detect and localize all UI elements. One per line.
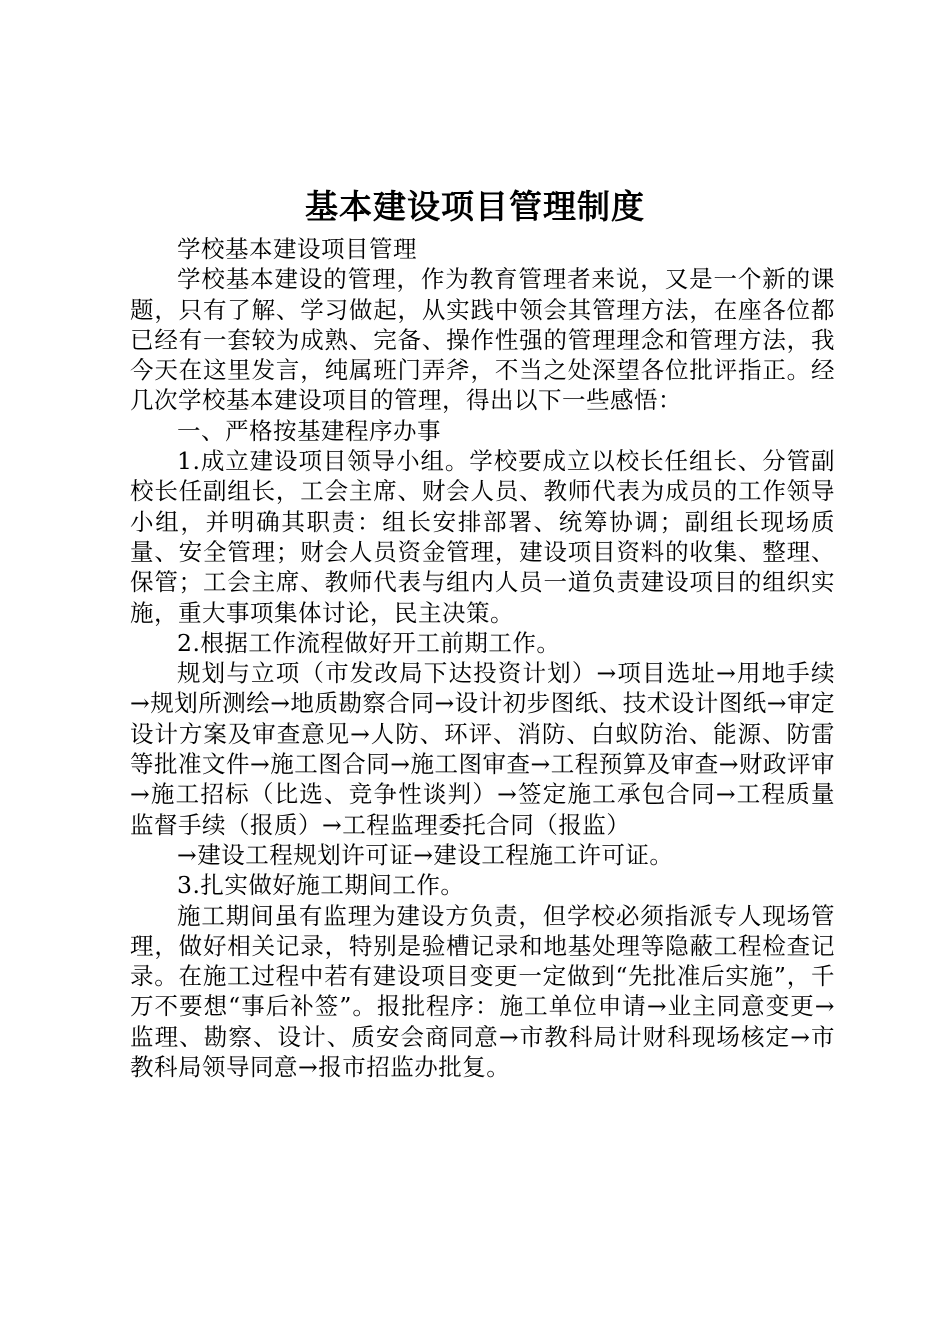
intro-paragraph: 学校基本建设的管理，作为教育管理者来说，又是一个新的课题，只有了解、学习做起，从实践中领会其管理方法，在座各位都已经有一套较为成熟、完备、操作性强的管理理念和管理方法，我今天在这里发言，纯属班门弄斧，不当之处深望各位批评指正。经几次学校基本建设项目的管理，得出以下一些感悟： xyxy=(130,265,835,415)
document-title: 基本建设项目管理制度 xyxy=(305,187,645,226)
construction-paragraph: 施工期间虽有监理为建设方负责，但学校必须指派专人现场管理，做好相关记录，特别是验槽记录和地基处理等隐蔽工程检查记录。在施工过程中若有建设项目变更一定做到“先批准后实施”，千万不要想“事后补签”。报批程序：施工单位申请→业主同意变更→监理、勘察、设计、质安会商同意→市教科局计财科现场核定→市教科局领导同意→报市招监办批复。 xyxy=(130,901,835,1082)
workflow-continuation: →建设工程规划许可证→建设工程施工许可证。 xyxy=(177,840,674,869)
section-heading: 学校基本建设项目管理 xyxy=(177,235,417,263)
document-body xyxy=(130,234,835,1082)
item-1-paragraph: 1.成立建设项目领导小组。学校要成立以校长任组长、分管副校长任副组长，工会主席、财会人员、教师代表为成员的工作领导小组，并明确其职责：组长安排部署、统筹协调；副组长现场质量、安全管理；财会人员资金管理，建设项目资料的收集、整理、保管；工会主席、教师代表与组内人员一道负责建设项目的组织实施，重大事项集体讨论，民主决策。 xyxy=(130,447,835,627)
item-2-heading: 2.根据工作流程做好开工前期工作。 xyxy=(177,628,561,657)
workflow-paragraph: 规划与立项（市发改局下达投资计划）→项目选址→用地手续→规划所测绘→地质勘察合同→设计初步图纸、技术设计图纸→审定设计方案及审查意见→人防、环评、消防、白蚁防治、能源、防雷等批准文件→施工图合同→施工图审查→工程预算及审查→财政评审→施工招标（比选、竞争性谈判）→签定施工承包合同→工程质量监督手续（报质）→工程监理委托合同（报监） xyxy=(130,659,835,839)
item-3-heading: 3.扎实做好施工期间工作。 xyxy=(177,871,465,900)
section-heading-1: 一、严格按基建程序办事 xyxy=(177,416,441,445)
